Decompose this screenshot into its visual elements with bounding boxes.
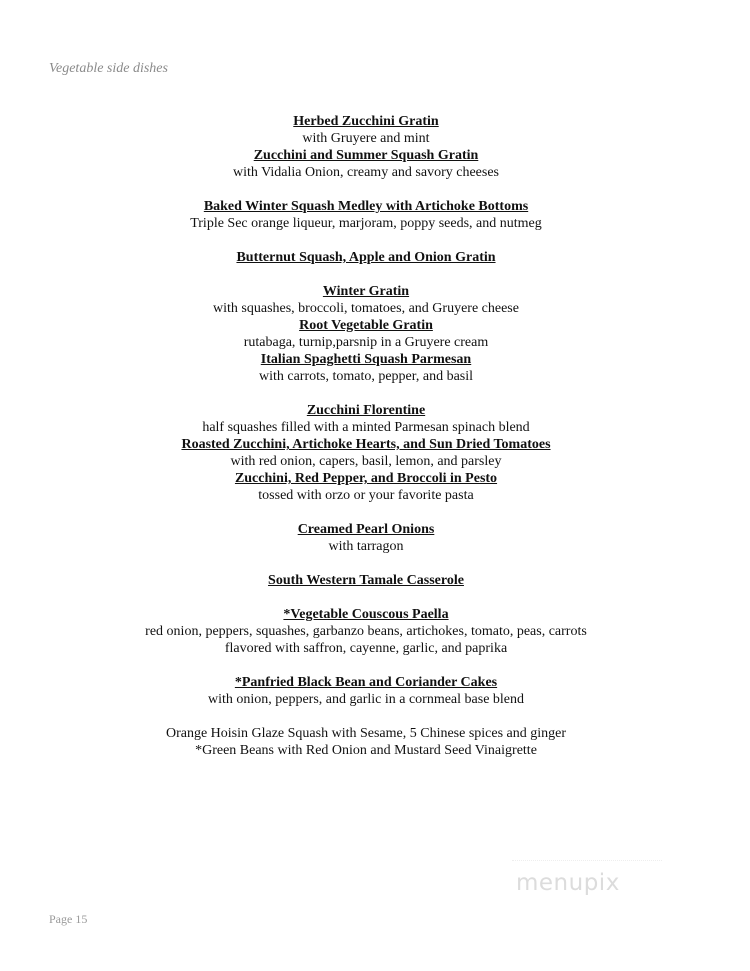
dish-name: Winter Gratin — [322, 284, 410, 299]
dish-description: red onion, peppers, squashes, garbanzo beans, artichokes, tomato, peas, carrots — [145, 624, 587, 639]
dish-name: Creamed Pearl Onions — [297, 522, 435, 537]
dish-description: with tarragon — [328, 539, 404, 554]
dish-name: Zucchini, Red Pepper, and Broccoli in Pesto — [234, 471, 498, 486]
dish-name: Italian Spaghetti Squash Parmesan — [260, 352, 472, 367]
spacer — [0, 657, 732, 674]
dish-name: Zucchini and Summer Squash Gratin — [253, 148, 479, 163]
dish-name: Butternut Squash, Apple and Onion Gratin — [236, 250, 496, 265]
menupix-watermark-logo: menupix — [516, 870, 620, 896]
dish-name: Zucchini Florentine — [306, 403, 426, 418]
spacer — [0, 555, 732, 572]
dish-name: Roasted Zucchini, Artichoke Hearts, and Sun Dried Tomatoes — [181, 437, 551, 452]
plain-item: Orange Hoisin Glaze Squash with Sesame, 5 Chinese spices and ginger — [165, 726, 567, 741]
dish-name: Herbed Zucchini Gratin — [293, 114, 439, 129]
menu-list — [0, 113, 732, 759]
dish-description: with red onion, capers, basil, lemon, and parsley — [230, 454, 502, 469]
dish-description: Triple Sec orange liqueur, marjoram, poppy seeds, and nutmeg — [190, 216, 542, 231]
dish-description: with carrots, tomato, pepper, and basil — [258, 369, 474, 384]
spacer — [0, 589, 732, 606]
dish-description: flavored with saffron, cayenne, garlic, and paprika — [224, 641, 508, 656]
spacer — [0, 385, 732, 402]
spacer — [0, 504, 732, 521]
dish-name: South Western Tamale Casserole — [268, 573, 464, 588]
spacer — [0, 266, 732, 283]
dish-description: half squashes filled with a minted Parmesan spinach blend — [202, 420, 530, 435]
spacer — [0, 181, 732, 198]
dish-description: rutabaga, turnip,parsnip in a Gruyere cream — [243, 335, 489, 350]
dish-name: *Vegetable Couscous Paella — [283, 607, 449, 622]
dish-description: tossed with orzo or your favorite pasta — [258, 488, 474, 503]
dish-name: Root Vegetable Gratin — [299, 318, 433, 333]
spacer — [0, 708, 732, 725]
dish-name: Baked Winter Squash Medley with Artichoke Bottoms — [203, 199, 529, 214]
plain-item: *Green Beans with Red Onion and Mustard Seed Vinaigrette — [195, 743, 537, 758]
dish-name: *Panfried Black Bean and Coriander Cakes — [234, 675, 498, 690]
page-number: Page 15 — [49, 912, 88, 926]
spacer — [0, 232, 732, 249]
dish-description: with Vidalia Onion, creamy and savory cheeses — [233, 165, 499, 180]
dish-description: with squashes, broccoli, tomatoes, and Gruyere cheese — [213, 301, 519, 316]
dish-description: with Gruyere and mint — [302, 131, 430, 146]
watermark-divider — [512, 860, 662, 861]
section-title: Vegetable side dishes — [49, 61, 168, 76]
dish-description: with onion, peppers, and garlic in a cornmeal base blend — [207, 692, 525, 707]
